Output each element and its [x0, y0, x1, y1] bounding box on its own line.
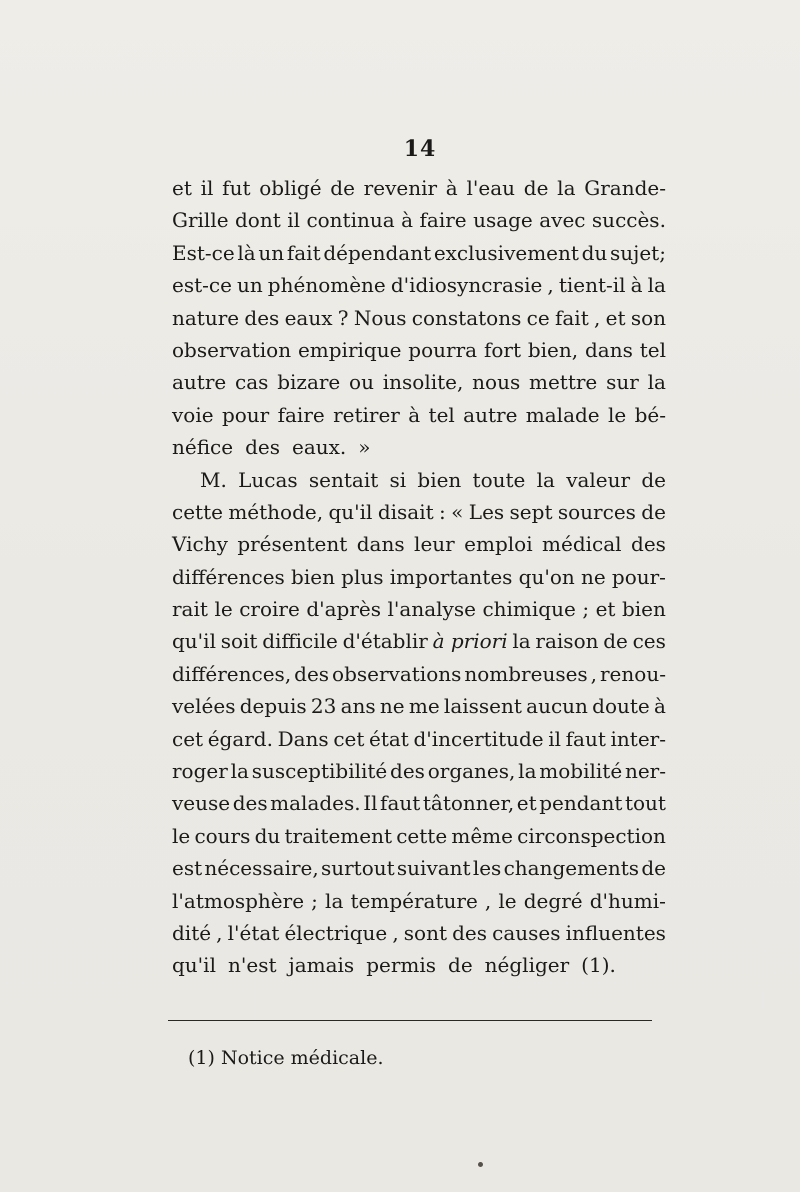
text-word: qu'il — [328, 499, 373, 524]
footnote-rule — [168, 1020, 652, 1021]
text-line — [172, 302, 666, 334]
text-word: phénomène — [267, 273, 386, 298]
text-word: ne — [379, 694, 405, 719]
text-word: doute — [592, 694, 650, 719]
text-word: importantes — [389, 564, 513, 589]
text-line — [172, 269, 666, 301]
text-word: malades. — [270, 791, 361, 816]
text-word: d'après — [306, 597, 381, 622]
text-line — [172, 431, 666, 463]
text-word: fait — [286, 240, 321, 265]
text-word: depuis — [239, 694, 307, 719]
text-word: surtout — [320, 856, 395, 881]
text-line — [172, 366, 666, 398]
text-word: les — [472, 856, 502, 881]
text-word: renou- — [600, 661, 666, 686]
text-word: d'incertitude — [413, 726, 544, 751]
text-word: la — [647, 370, 666, 395]
text-word: cours — [194, 823, 251, 848]
text-word: continua — [306, 208, 395, 233]
text-word: sont — [403, 920, 448, 945]
text-word: de — [641, 856, 666, 881]
text-word: des — [244, 305, 280, 330]
text-word: à — [630, 273, 643, 298]
text-word: nature — [172, 305, 240, 330]
text-word: autre — [172, 370, 227, 395]
text-line — [172, 787, 666, 819]
text-line — [172, 658, 666, 690]
text-word: d'humi- — [589, 888, 666, 913]
text-line — [172, 852, 666, 884]
text-word: bizare — [277, 370, 341, 395]
text-word: qu'on — [518, 564, 575, 589]
text-word: Grande- — [584, 176, 666, 200]
text-word: me — [408, 694, 440, 719]
text-word: degré — [523, 888, 583, 913]
text-word: la — [325, 888, 344, 913]
text-word: est-ce — [172, 273, 232, 298]
text-word: à priori — [432, 629, 508, 654]
text-word: des — [390, 759, 425, 784]
text-line — [172, 885, 666, 917]
text-word: Vichy — [172, 532, 228, 557]
text-line — [172, 172, 666, 204]
text-line — [172, 625, 666, 657]
text-word: Nous — [353, 305, 407, 330]
text-word: pourra — [408, 337, 478, 362]
text-word: bien — [291, 564, 335, 589]
text-word: voie — [172, 402, 214, 427]
text-line — [172, 399, 666, 431]
text-word: influentes — [565, 920, 666, 945]
text-word: causes — [492, 920, 561, 945]
text-word: des — [245, 435, 280, 460]
text-word: la — [518, 759, 537, 784]
text-word: bé- — [634, 402, 666, 427]
text-word: négliger — [484, 953, 570, 978]
text-word: dans — [584, 337, 633, 362]
text-word: l'atmosphère — [172, 888, 305, 913]
text-word: ? — [337, 305, 349, 330]
text-word: traitement — [284, 823, 392, 848]
text-word: électrique — [284, 920, 388, 945]
text-word: température — [350, 888, 478, 913]
text-word: Est-ce — [172, 240, 235, 265]
text-word: avec — [539, 208, 586, 233]
text-word: disait — [377, 499, 434, 524]
text-word: susceptibilité — [251, 759, 388, 784]
text-word: la — [512, 629, 531, 654]
text-word: tout — [624, 791, 666, 816]
text-word: à — [408, 402, 421, 427]
paper-speck — [478, 1162, 483, 1167]
text-word: cette — [172, 499, 223, 524]
text-word: qu'il — [172, 629, 216, 654]
text-word: sur — [606, 370, 639, 395]
text-word: inter- — [610, 726, 666, 751]
text-word: insolite, — [382, 370, 464, 395]
text-word: n'est — [227, 953, 277, 978]
text-word: leur — [414, 532, 455, 557]
text-line — [172, 561, 666, 593]
text-line — [172, 528, 666, 560]
text-word: un — [258, 240, 285, 265]
text-word: pour- — [611, 564, 666, 589]
text-word: fort — [483, 337, 521, 362]
text-word: des — [631, 532, 666, 557]
text-word: laissent — [443, 694, 522, 719]
text-word: nombreuses — [464, 661, 588, 686]
text-word: des — [294, 661, 330, 686]
text-word: eaux. — [292, 435, 347, 460]
text-word: différences — [172, 564, 285, 589]
text-word: des — [452, 920, 488, 945]
text-word: plus — [341, 564, 384, 589]
text-word: usage — [473, 208, 533, 233]
text-word: dépendant — [323, 240, 432, 265]
text-word: à — [445, 176, 458, 200]
text-word: un — [236, 273, 263, 298]
text-word: de — [330, 176, 355, 200]
text-word: aucun — [526, 694, 588, 719]
text-word: revenir — [363, 176, 438, 200]
text-word: mettre — [529, 370, 598, 395]
text-word: l'eau — [466, 176, 516, 200]
text-word: croire — [239, 597, 300, 622]
text-word: toute — [472, 467, 526, 492]
text-word: de — [641, 467, 666, 492]
text-word: velées — [172, 694, 236, 719]
text-word: Dans — [277, 726, 329, 751]
text-word: nécessaire, — [204, 856, 319, 881]
text-word: là — [237, 240, 256, 265]
text-word: il — [200, 176, 214, 200]
text-word: cet — [333, 726, 365, 751]
text-word: il — [287, 208, 300, 233]
text-word: rait — [172, 597, 208, 622]
text-line — [172, 237, 666, 269]
text-word: sept — [509, 499, 553, 524]
text-word: d'idiosyncrasie — [390, 273, 543, 298]
text-line — [172, 690, 666, 722]
text-word: ce — [526, 305, 550, 330]
text-word: veuse — [172, 791, 231, 816]
text-word: 23 — [310, 694, 337, 719]
text-word: ne — [580, 564, 606, 589]
text-word: différences, — [172, 661, 292, 686]
text-word: ner- — [624, 759, 666, 784]
text-word: Grille — [172, 208, 229, 233]
text-word: égard. — [207, 726, 273, 751]
text-word: , — [484, 888, 492, 913]
text-word: organes, — [427, 759, 516, 784]
text-word: raison — [535, 629, 599, 654]
text-word: et — [516, 791, 537, 816]
text-word: son — [630, 305, 666, 330]
text-word: qu'il — [172, 953, 216, 978]
text-line — [172, 496, 666, 528]
text-word: Les — [468, 499, 505, 524]
text-word: , — [392, 920, 399, 945]
text-word: à — [401, 208, 414, 233]
text-word: fait — [554, 305, 589, 330]
text-word: , — [590, 661, 598, 686]
text-word: de — [448, 953, 473, 978]
text-word: » — [358, 435, 371, 460]
text-word: ans — [340, 694, 376, 719]
text-word: et — [172, 176, 192, 200]
text-line — [172, 593, 666, 625]
page-number: 14 — [403, 136, 437, 162]
text-word: bien — [417, 467, 462, 492]
text-word: , — [547, 273, 554, 298]
text-word: nous — [472, 370, 521, 395]
text-word: tel — [428, 402, 455, 427]
text-word: observation — [172, 337, 292, 362]
text-word: bien — [621, 597, 666, 622]
text-word: sources — [557, 499, 636, 524]
text-word: de — [603, 629, 628, 654]
text-word: cette — [396, 823, 448, 848]
text-word: la — [647, 273, 666, 298]
text-word: dité — [172, 920, 212, 945]
text-word: d'établir — [342, 629, 428, 654]
text-word: il — [548, 726, 562, 751]
text-word: M. — [200, 467, 227, 492]
text-word: néfice — [172, 435, 234, 460]
text-word: même — [451, 823, 513, 848]
text-word: permis — [366, 953, 437, 978]
text-word: faire — [277, 402, 325, 427]
footnote: (1) Notice médicale. — [188, 1047, 384, 1069]
text-word: dans — [356, 532, 405, 557]
text-word: chimique — [482, 597, 576, 622]
text-word: jamais — [288, 953, 355, 978]
text-word: de — [523, 176, 549, 200]
text-line — [172, 334, 666, 366]
text-word: ou — [349, 370, 374, 395]
text-word: à — [654, 694, 666, 719]
text-word: présentent — [237, 532, 348, 557]
text-word: emploi — [464, 532, 533, 557]
text-word: le — [608, 402, 627, 427]
text-word: le — [172, 823, 191, 848]
text-word: obligé — [259, 176, 322, 200]
text-word: dont — [235, 208, 281, 233]
text-word: médical — [542, 532, 622, 557]
text-word: pour — [221, 402, 270, 427]
text-word: eaux — [284, 305, 333, 330]
text-word: , — [594, 305, 601, 330]
text-word: du — [254, 823, 281, 848]
text-word: l'analyse — [387, 597, 476, 622]
text-word: suivant — [396, 856, 471, 881]
text-word: faire — [419, 208, 467, 233]
text-line — [172, 820, 666, 852]
text-word: mobilité — [539, 759, 623, 784]
text-word: fut — [222, 176, 251, 200]
text-word: si — [389, 467, 407, 492]
text-word: l'état — [227, 920, 280, 945]
text-word: autre — [463, 402, 518, 427]
text-word: circonspection — [517, 823, 666, 848]
text-word: malade — [525, 402, 600, 427]
text-line — [172, 755, 666, 787]
text-word: , — [216, 920, 223, 945]
body-text — [172, 172, 666, 982]
text-word: et — [595, 597, 616, 622]
text-word: difficile — [262, 629, 338, 654]
text-word: faut — [380, 791, 421, 816]
text-word: est — [172, 856, 203, 881]
text-word: la — [230, 759, 249, 784]
text-word: changements — [503, 856, 640, 881]
text-word: des — [232, 791, 268, 816]
text-word: ; — [311, 888, 318, 913]
text-word: : — [439, 499, 446, 524]
text-word: retirer — [333, 402, 400, 427]
text-word: pendant — [539, 791, 623, 816]
text-word: observations — [332, 661, 462, 686]
text-word: et — [605, 305, 626, 330]
text-word: la — [557, 176, 576, 200]
text-word: tel — [639, 337, 666, 362]
text-line — [172, 917, 666, 949]
text-word: (1). — [581, 953, 616, 978]
text-word: faut — [565, 726, 606, 751]
text-line — [172, 723, 666, 755]
text-word: tient-il — [558, 273, 626, 298]
text-word: la — [536, 467, 555, 492]
text-word: exclusivement — [433, 240, 579, 265]
text-word: ; — [582, 597, 590, 622]
text-word: soit — [220, 629, 258, 654]
text-word: cas — [235, 370, 269, 395]
text-word: Lucas — [238, 467, 298, 492]
text-word: tâtonner, — [422, 791, 515, 816]
text-word: constatons — [411, 305, 522, 330]
text-line — [172, 204, 666, 236]
text-word: du — [581, 240, 608, 265]
text-word: empirique — [297, 337, 402, 362]
text-word: le — [214, 597, 233, 622]
text-word: Il — [363, 791, 378, 816]
text-word: sentait — [308, 467, 379, 492]
text-word: ces — [632, 629, 666, 654]
text-word: « — [451, 499, 464, 524]
text-word: bien, — [527, 337, 579, 362]
text-line — [172, 949, 666, 981]
text-line — [172, 464, 666, 496]
text-word: succès. — [591, 208, 666, 233]
text-word: méthode, — [228, 499, 324, 524]
text-word: sujet; — [609, 240, 666, 265]
text-word: cet — [172, 726, 204, 751]
text-word: roger — [172, 759, 228, 784]
text-word: le — [498, 888, 517, 913]
text-word: état — [369, 726, 409, 751]
text-word: valeur — [566, 467, 631, 492]
text-word: de — [641, 499, 666, 524]
